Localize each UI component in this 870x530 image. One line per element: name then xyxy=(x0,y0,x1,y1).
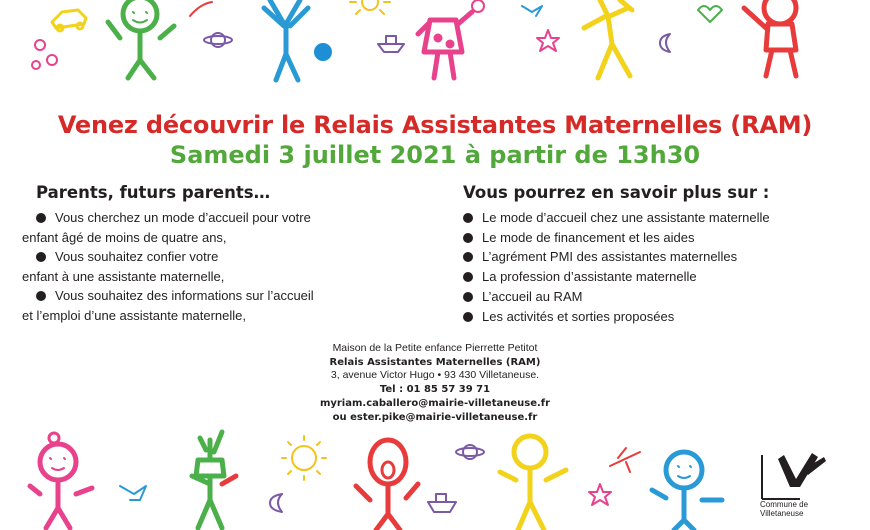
bullet-icon xyxy=(463,292,473,302)
heart-icon xyxy=(698,6,722,22)
info-item-text: L’agrément PMI des assistantes maternelles xyxy=(482,249,738,265)
bullet-icon xyxy=(463,213,473,223)
phone-number: Tel : 01 85 57 39 71 xyxy=(379,384,491,396)
email-secondary[interactable]: ou ester.pike@mairie-villetaneuse.fr xyxy=(332,411,538,423)
red-scribble xyxy=(190,2,212,16)
blue-child-drawing xyxy=(264,0,308,80)
sun-icon xyxy=(350,0,390,14)
bullet-icon xyxy=(36,291,46,301)
event-date: Samedi 3 juillet 2021 à partir de 13h30 xyxy=(169,141,701,169)
parents-line-text: enfant âgé de moins de quatre ans, xyxy=(22,229,227,245)
logo-caption xyxy=(760,500,808,518)
info-list-item xyxy=(463,247,863,267)
parents-heading: Parents, futurs parents… xyxy=(36,183,271,202)
parents-line-text: enfant à une assistante maternelle, xyxy=(22,268,225,284)
info-item-text: Les activités et sorties proposées xyxy=(482,308,675,324)
parents-line-text: Vous souhaitez des informations sur l’accueil xyxy=(55,288,314,303)
parents-line xyxy=(22,267,416,287)
bird-icon-bottom xyxy=(120,486,146,500)
organization-name: Relais Assistantes Maternelles (RAM) xyxy=(329,356,541,368)
info-list-item xyxy=(463,267,863,287)
info-list-item xyxy=(463,287,863,307)
bullet-icon xyxy=(463,312,473,322)
sun-icon-bottom xyxy=(282,436,326,480)
info-list-item xyxy=(463,307,863,327)
event-title: Venez découvrir le Relais Assistantes Maternelles (RAM) xyxy=(57,111,813,139)
info-item-text: Le mode de financement et les aides xyxy=(482,229,695,245)
info-list-item xyxy=(463,208,863,228)
logo-line2: Villetaneuse xyxy=(760,509,804,518)
info-column xyxy=(463,183,863,326)
email-primary[interactable]: myriam.caballero@mairie-villetaneuse.fr xyxy=(319,397,551,409)
star-icon xyxy=(537,30,559,51)
logo-line1: Commune de xyxy=(760,500,809,509)
pink-baby-drawing xyxy=(30,433,92,528)
green-plant-child-drawing xyxy=(192,432,236,528)
planet-icon xyxy=(204,33,232,47)
pink-child-drawing xyxy=(418,0,484,78)
bullet-icon xyxy=(463,272,473,282)
flower-icon xyxy=(32,40,57,69)
yellow-child-drawing-bottom xyxy=(500,436,566,530)
info-heading: Vous pourrez en savoir plus sur : xyxy=(463,183,770,202)
green-child-drawing xyxy=(108,0,174,78)
parents-line xyxy=(36,247,416,267)
parents-line-text: Vous souhaitez confier votre xyxy=(55,249,219,264)
bullet-icon xyxy=(36,252,46,262)
parents-line xyxy=(22,306,416,326)
bullet-icon xyxy=(463,233,473,243)
parents-column xyxy=(22,183,416,325)
parents-line xyxy=(36,208,416,228)
moon-icon-bottom xyxy=(270,494,282,512)
contact-block xyxy=(0,342,870,424)
info-item-text: La profession d’assistante maternelle xyxy=(482,269,697,285)
planet-icon-bottom xyxy=(456,445,484,459)
info-list xyxy=(463,208,863,326)
venue-name: Maison de la Petite enfance Pierrette Petitot xyxy=(332,342,538,354)
villetaneuse-logo xyxy=(760,453,840,530)
parents-line-text: Vous cherchez un mode d’accueil pour votre xyxy=(55,210,311,225)
ball-icon xyxy=(314,43,332,61)
bullet-icon xyxy=(463,252,473,262)
parents-line xyxy=(22,228,416,248)
star-icon-bottom xyxy=(589,484,611,505)
blue-child-drawing-bottom xyxy=(652,452,722,530)
moon-icon xyxy=(660,34,670,52)
info-item-text: L’accueil au RAM xyxy=(482,288,583,304)
car-icon xyxy=(52,10,86,31)
boat-icon-bottom xyxy=(428,494,456,512)
boat-icon xyxy=(378,36,404,52)
bird-icon xyxy=(522,6,542,16)
bullet-icon xyxy=(36,213,46,223)
info-list-item xyxy=(463,228,863,248)
red-child-drawing-bottom xyxy=(356,440,418,530)
parents-line-text: et l’emploi d’une assistante maternelle, xyxy=(22,307,247,323)
address: 3, avenue Victor Hugo • 93 430 Villetaneuse. xyxy=(330,369,540,382)
info-item-text: Le mode d’accueil chez une assistante maternelle xyxy=(482,210,770,225)
parents-line xyxy=(36,286,416,306)
plane-icon xyxy=(610,448,640,472)
red-child-drawing xyxy=(744,0,796,76)
yellow-child-drawing xyxy=(584,0,632,78)
